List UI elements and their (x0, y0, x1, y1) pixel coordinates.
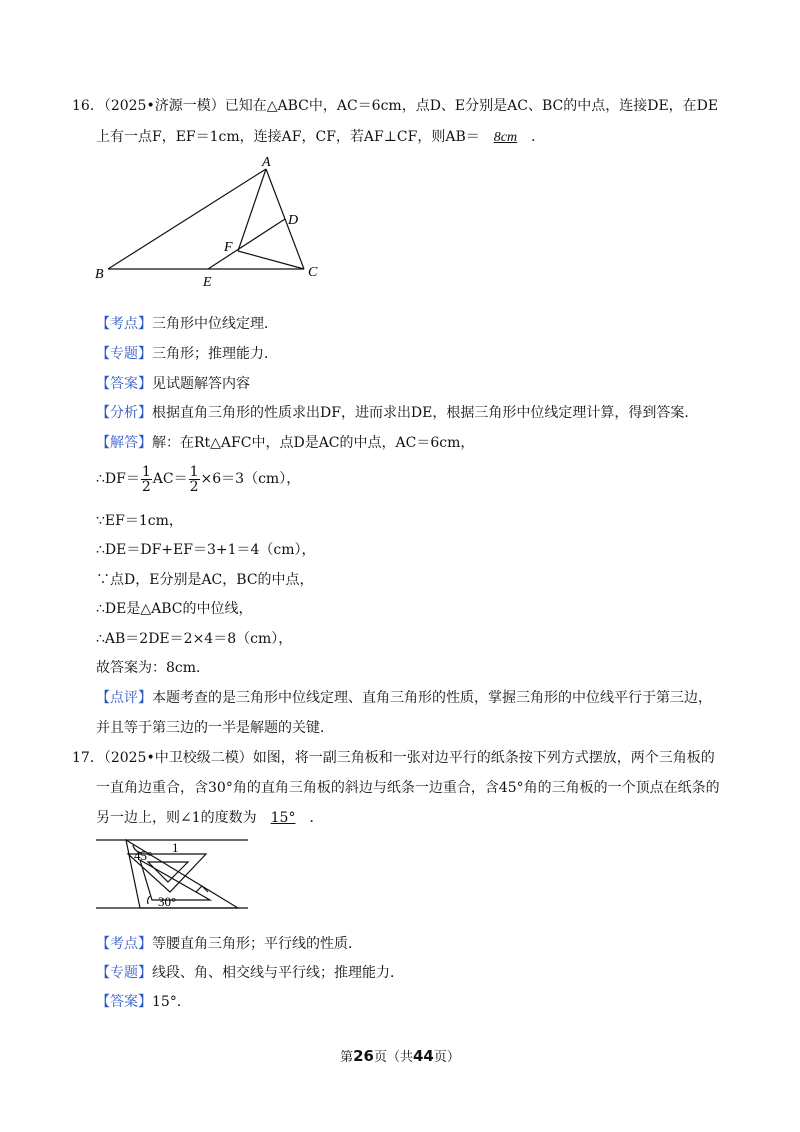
segment-af (238, 169, 266, 251)
footer-page-number: 26 (353, 1047, 374, 1065)
q16-step4: ∵点D，E分别是AC，BC的中点， (96, 572, 314, 588)
kaodian-tag: 【考点】 (96, 316, 152, 332)
fraction-one-half-2 (189, 465, 200, 494)
q16-number: 16． (72, 98, 104, 114)
label-b: B (95, 267, 104, 282)
page-footer (0, 1046, 800, 1065)
q16-stem-end: ． (531, 129, 546, 145)
dianping-text1: 本题考查的是三角形中位线定理、直角三角形的性质，掌握三角形的中位线平行于第三边， (152, 690, 712, 706)
q16-step7: 故答案为：8cm． (96, 660, 211, 676)
q17-kaodian (96, 934, 362, 954)
q17-kaodian-text: 等腰直角三角形；平行线的性质． (152, 936, 362, 952)
daan-text: 见试题解答内容 (152, 376, 250, 392)
q16-stem-text1: 已知在△ABC中，AC＝6cm，点D、E分别是AC、BC的中点，连接DE，在DE (224, 98, 719, 114)
q17-zhuanti-tag: 【专题】 (96, 965, 152, 981)
q17-zhuanti-text: 线段、角、相交线与平行线；推理能力． (152, 965, 404, 981)
kaodian-text: 三角形中位线定理． (152, 316, 278, 332)
frac-den-2: 2 (189, 478, 199, 495)
footer-post: 页） (433, 1050, 460, 1065)
footer-pre: 第 (340, 1050, 354, 1065)
step1-mid: AC＝ (152, 471, 188, 487)
q16-daan (96, 374, 250, 394)
q17-stem-text1: 如图，将一副三角板和一张对边平行的纸条按下列方式摆放，两个三角板的 (252, 750, 715, 766)
segment-cf (238, 251, 304, 269)
q16-step5: ∴DE是△ABC的中位线， (96, 601, 253, 617)
label-angle-30: 30° (158, 894, 177, 909)
label-d: D (288, 213, 299, 228)
jieda-text: 解：在Rt△AFC中，点D是AC的中点，AC＝6cm， (152, 435, 475, 451)
q17-stem-text3: 另一边上，则∠1的度数为 (96, 810, 257, 826)
q17-daan-tag: 【答案】 (96, 994, 152, 1010)
step1-pre: ∴DF＝ (96, 471, 140, 487)
q17-set-square-figure (92, 832, 252, 914)
jieda-tag: 【解答】 (96, 435, 152, 451)
label-f: F (224, 240, 233, 255)
label-a: A (262, 155, 271, 170)
angle-30-arc (148, 896, 150, 904)
q17-daan (96, 992, 191, 1012)
q16-zhuanti (96, 344, 278, 364)
q17-number: 17． (72, 750, 104, 766)
label-e: E (203, 275, 212, 290)
q17-stem-line1 (72, 748, 715, 768)
frac-den: 2 (141, 478, 151, 495)
q17-kaodian-tag: 【考点】 (96, 936, 152, 952)
q16-kaodian (96, 314, 278, 334)
q17-source: （2025•中卫校级二模） (103, 750, 253, 766)
q16-jieda (96, 433, 474, 453)
q16-step1 (96, 462, 300, 496)
segment-ab (108, 169, 266, 269)
q16-step2: ∵EF＝1cm， (96, 513, 183, 529)
q16-stem-text2: 上有一点F，EF＝1cm，连接AF，CF，若AF⊥CF，则AB＝ (96, 129, 480, 145)
label-angle-1: 1 (172, 840, 179, 855)
q16-stem-line2 (96, 127, 545, 148)
q16-triangle-figure (90, 150, 330, 290)
label-c: C (308, 265, 318, 280)
dianping-tag: 【点评】 (96, 690, 152, 706)
q16-source: （2025•济源一模） (103, 98, 225, 114)
q17-zhuanti (96, 963, 404, 983)
q16-dianping-line2: 并且等于第三边的一半是解题的关键． (96, 720, 334, 736)
q17-answer-blank: 15° (270, 810, 296, 826)
daan-tag: 【答案】 (96, 376, 152, 392)
q17-stem-end: ． (309, 810, 324, 826)
step1-post: ×6＝3（cm）， (200, 471, 301, 487)
q16-stem-line1 (72, 96, 718, 116)
q16-answer-blank: 8cm (493, 130, 518, 145)
frac-num: 1 (141, 463, 151, 480)
q17-stem-line2: 一直角边重合，含30°角的直角三角板的斜边与纸条一边重合，含45°角的三角板的一个顶点在纸条的 (96, 780, 720, 796)
q16-step3: ∴DE＝DF+EF＝3+1＝4（cm）， (96, 542, 316, 558)
zhuanti-text: 三角形；推理能力． (152, 346, 278, 362)
label-angle-45: 45° (134, 848, 153, 863)
q16-step6: ∴AB＝2DE＝2×4＝8（cm）， (96, 631, 293, 647)
fraction-one-half (141, 465, 152, 494)
frac-num-2: 1 (189, 463, 199, 480)
q17-stem-line3 (96, 808, 323, 828)
footer-mid: 页（共 (373, 1050, 413, 1065)
zhuanti-tag: 【专题】 (96, 346, 152, 362)
q17-daan-text: 15°． (152, 994, 191, 1010)
q16-fenxi (96, 403, 698, 423)
fenxi-text: 根据直角三角形的性质求出DF，进而求出DE，根据三角形中位线定理计算，得到答案． (152, 405, 699, 421)
q16-dianping (96, 688, 712, 708)
fenxi-tag: 【分析】 (96, 405, 152, 421)
footer-total-pages: 44 (413, 1047, 434, 1065)
